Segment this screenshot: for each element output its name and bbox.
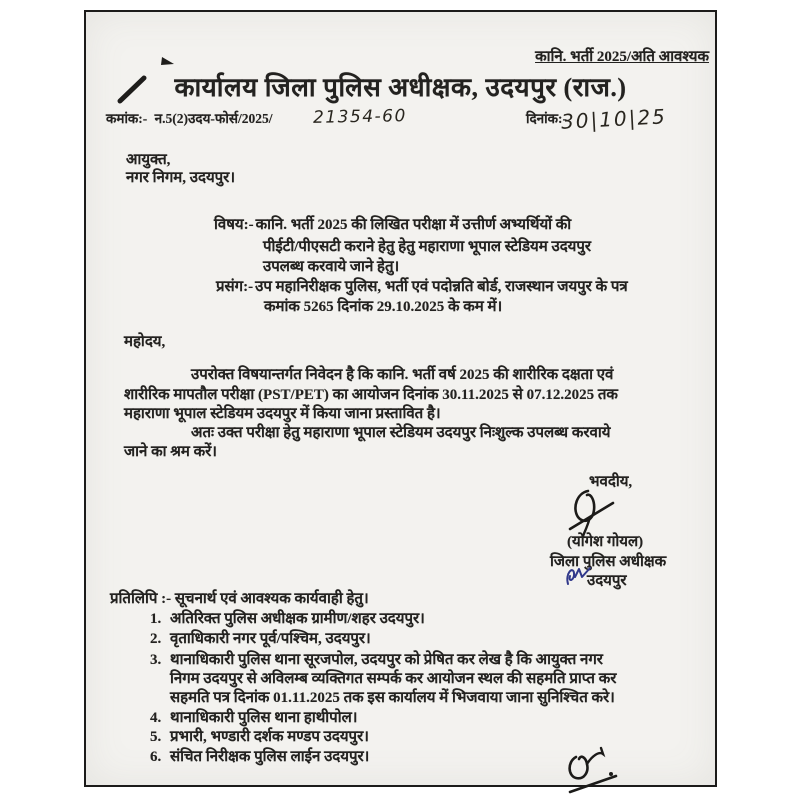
- addressee-name: आयुक्त,: [126, 152, 171, 168]
- cc-item-number: 4.: [150, 710, 162, 726]
- context-label: प्रसंग:-: [216, 279, 254, 295]
- cc-item-text: संचित निरीक्षक पुलिस लाईन उदयपुर।: [170, 749, 370, 765]
- cc-item-text: सहमति पत्र दिनांक 01.11.2025 तक इस कार्यालय में भिजवाया जाना सुनिश्चित करे।: [170, 690, 615, 706]
- reference-number-label: कमांक:-: [106, 111, 148, 126]
- closing-text: भवदीय,: [589, 474, 633, 490]
- cc-item-number: 2.: [150, 631, 162, 647]
- subject-label: विषय:-: [214, 217, 254, 233]
- cc-item-text: अतिरिक्त पुलिस अधीक्षक ग्रामीण/शहर उदयपुर।: [170, 611, 425, 627]
- subject-line-1: [214, 216, 571, 234]
- reference-number-row: [106, 111, 272, 127]
- subject-line-3: उपलब्ध करवाये जाने हेतु।: [263, 259, 400, 275]
- date-handwritten: 30|10|25: [560, 104, 668, 134]
- cc-item-text: थानाधिकारी पुलिस थाना हाथीपोल।: [170, 710, 358, 726]
- cc-item-text: वृताधिकारी नगर पूर्व/पश्चिम, उदयपुर।: [170, 631, 371, 647]
- signer-place: उदयपुर: [587, 573, 627, 589]
- reference-number-printed: न.5(2)उदय-फोर्स/2025/: [154, 111, 273, 126]
- subject-text-1: कानि. भर्ती 2025 की लिखित परीक्षा में उत्तीर्ण अभ्यर्थियों की: [255, 217, 572, 233]
- body-para1-line3: महाराणा भूपाल स्टेडियम उदयपुर में किया जाना प्रस्तावित है।: [124, 406, 441, 422]
- addressee-org: नगर निगम, उदयपुर।: [126, 170, 236, 186]
- cc-item-number: 3.: [150, 652, 162, 668]
- body-para2-line2: जाने का श्रम करें।: [124, 444, 217, 460]
- signature-stroke: [568, 488, 624, 538]
- signer-name: (योगेश गोयल): [567, 534, 644, 550]
- salutation: महोदय,: [124, 334, 166, 350]
- cc-heading: प्रतिलिपि :- सूचनार्थ एवं आवश्यक कार्यवाही हेतु।: [110, 591, 369, 607]
- classification-label: कानि. भर्ती 2025/अति आवश्यक: [535, 49, 709, 65]
- cc-item-number: 1.: [150, 611, 162, 627]
- subject-line-2: पीईटी/पीएसटी कराने हेतु हेतु महाराणा भूपाल स्टेडियम उदयपुर: [263, 239, 592, 255]
- letter-page: [84, 10, 717, 787]
- cc-item-number: 6.: [150, 749, 162, 765]
- cc-item-number: 5.: [150, 729, 162, 745]
- office-title: कार्यालय जिला पुलिस अधीक्षक, उदयपुर (राज.): [174, 73, 627, 102]
- reference-number-handwritten: 21354-60: [312, 106, 408, 128]
- body-para2-line1: अतः उक्त परीक्षा हेतु महाराणा भूपाल स्टेडियम उदयपुर निःशुल्क उपलब्ध करवाये: [191, 425, 611, 441]
- context-text-1: उप महानिरीक्षक पुलिस, भर्ती एवं पदोन्नति बोर्ड, राजस्थान जयपुर के पत्र: [255, 279, 628, 295]
- cc-item-text: निगम उदयपुर से अविलम्ब व्यक्तिगत सम्पर्क कर आयोजन स्थल की सहमति प्राप्त कर: [170, 671, 617, 687]
- bottom-signature-stroke: [564, 747, 644, 795]
- context-line-1: [216, 278, 628, 296]
- body-para1-line2: शारीरिक मापतौल परीक्षा (PST/PET) का आयोजन दिनांक 30.11.2025 से 07.12.2025 तक: [124, 387, 618, 403]
- cc-item-text: थानाधिकारी पुलिस थाना सूरजपोल, उदयपुर को प्रेषित कर लेख है कि आयुक्त नगर: [170, 652, 603, 668]
- body-para1-line1: उपरोक्त विषयान्तर्गत निवेदन है कि कानि. भर्ती वर्ष 2025 की शारीरिक दक्षता एवं: [191, 367, 614, 383]
- date-label: दिनांक:-: [526, 111, 568, 126]
- signer-designation: जिला पुलिस अधीक्षक: [550, 554, 667, 570]
- cc-item-text: प्रभारी, भण्डारी दर्शक मण्डप उदयपुर।: [170, 729, 369, 745]
- context-line-2: कमांक 5265 दिनांक 29.10.2025 के कम में।: [264, 299, 503, 315]
